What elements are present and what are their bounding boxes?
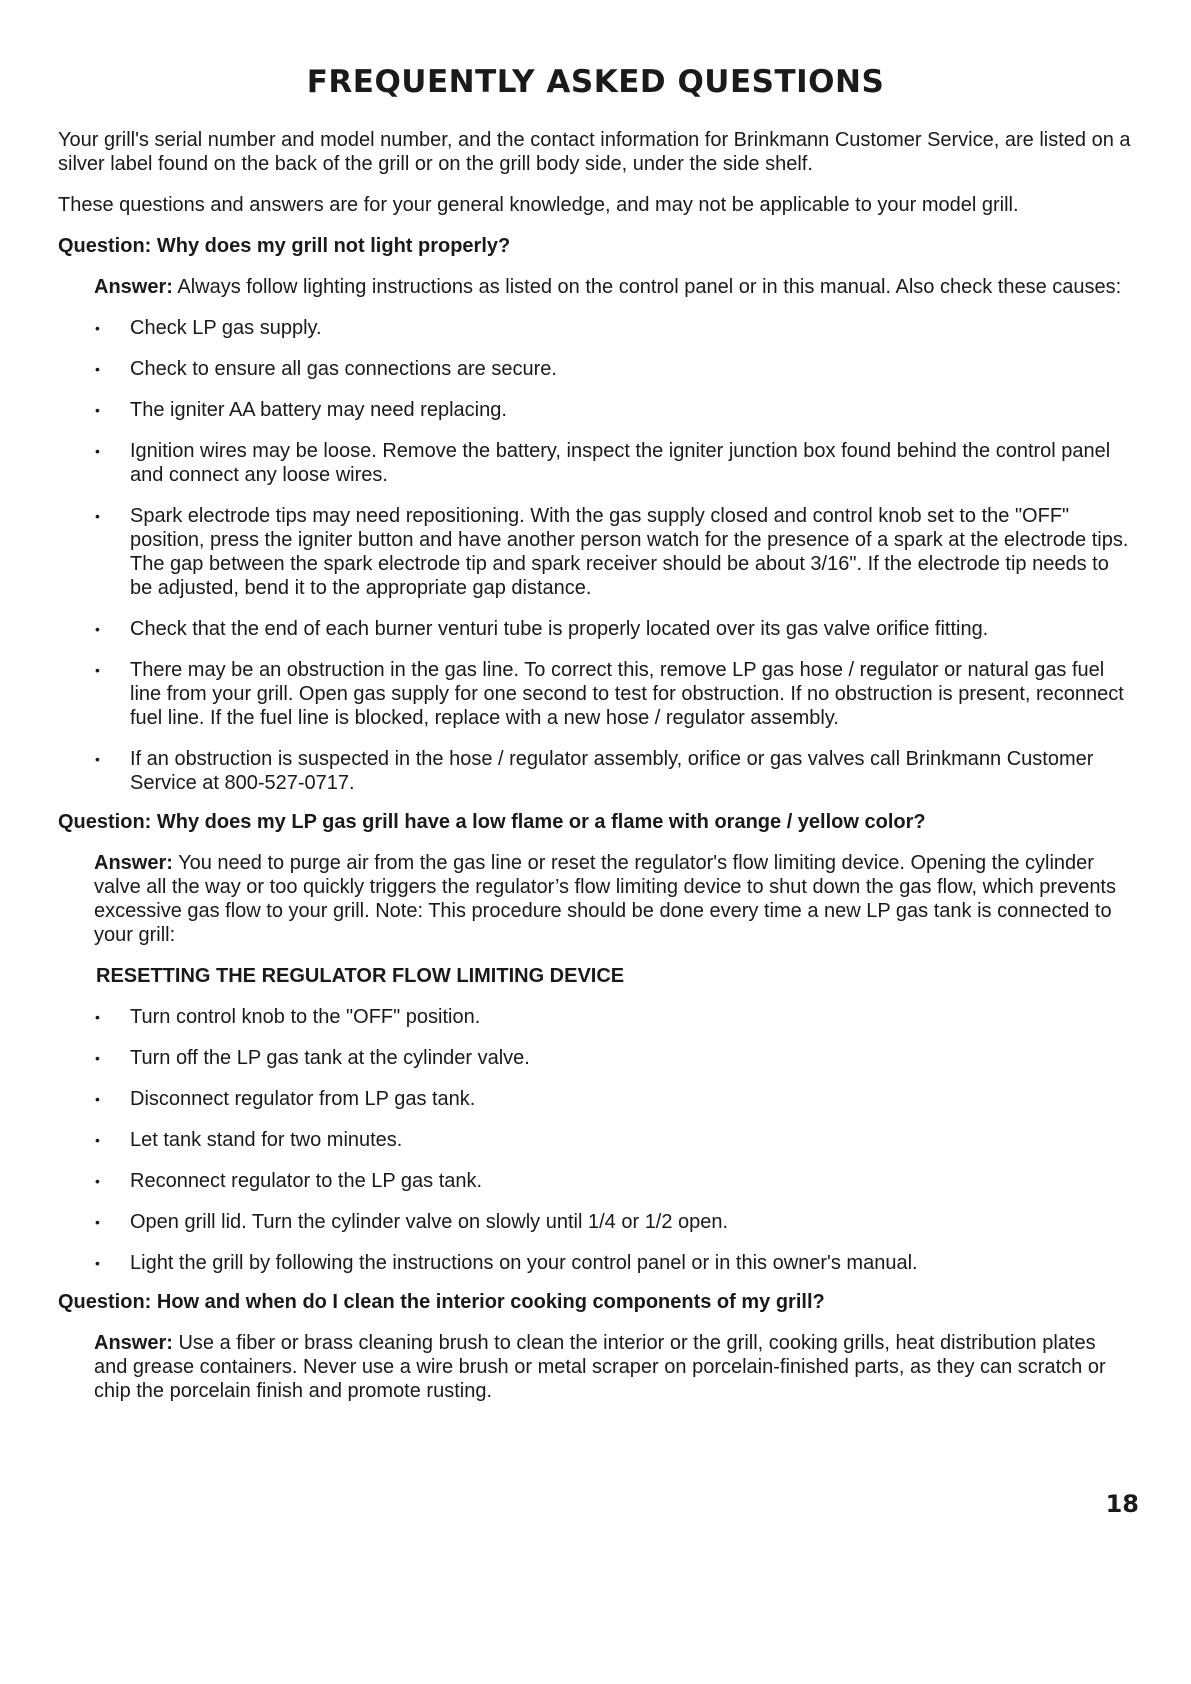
bullet-icon: • — [95, 662, 100, 678]
list-item-text: If an obstruction is suspected in the hose / regulator assembly, orifice or gas valves call Brinkmann Customer Service at 800-527-0717. — [130, 748, 1094, 794]
list-item-text: The igniter AA battery may need replacing. — [130, 399, 507, 421]
answer-label: Answer: — [94, 852, 173, 874]
bullet-icon: • — [95, 751, 100, 767]
list-item — [58, 1005, 1133, 1029]
bullet-icon: • — [95, 621, 100, 637]
list-item-text: Turn off the LP gas tank at the cylinder valve. — [130, 1047, 530, 1069]
question-heading: Question: Why does my grill not light properly? — [58, 235, 511, 257]
answer-paragraph — [94, 275, 1133, 299]
list-item — [58, 357, 1133, 381]
bullet-icon: • — [95, 1009, 100, 1025]
list-item-text: Check that the end of each burner venturi tube is properly located over its gas valve orifice fitting. — [130, 618, 989, 640]
answer-text: Always follow lighting instructions as listed on the control panel or in this manual. Also check these causes: — [177, 276, 1122, 298]
list-item-text: Let tank stand for two minutes. — [130, 1129, 403, 1151]
list-item-text: Turn control knob to the "OFF" position. — [130, 1006, 481, 1028]
bullet-icon: • — [95, 1132, 100, 1148]
list-item-text: There may be an obstruction in the gas line. To correct this, remove LP gas hose / regulator or natural gas fuel line from your grill. Open gas supply for one second to test for obstruction. If no obstruction is present, reconnect fuel line. If the fuel line is blocked, replace with a new hose / regulator assembly. — [130, 659, 1124, 729]
list-item — [58, 398, 1133, 422]
answer-paragraph — [94, 851, 1133, 947]
list-item — [58, 747, 1133, 795]
section-subheading: RESETTING THE REGULATOR FLOW LIMITING DEVICE — [96, 965, 625, 987]
page-number: 18 — [1105, 1490, 1139, 1518]
list-item-text: Light the grill by following the instructions on your control panel or in this owner's manual. — [130, 1252, 918, 1274]
answer-text: You need to purge air from the gas line or reset the regulator's flow limiting device. Opening the cylinder valve all the way or too quickly triggers the regulator’s flow limiting device to shut down the gas flow, which prevents excessive gas flow to your grill. Note: This procedure should be done every time a new LP gas tank is connected to your grill: — [94, 852, 1116, 946]
bullet-icon: • — [95, 402, 100, 418]
list-item-text: Ignition wires may be loose. Remove the battery, inspect the igniter junction box found behind the control panel and connect any loose wires. — [130, 440, 1111, 486]
answer-label: Answer: — [94, 276, 173, 298]
bullet-icon: • — [95, 1050, 100, 1066]
list-item — [58, 1251, 1133, 1275]
list-item-text: Reconnect regulator to the LP gas tank. — [130, 1170, 483, 1192]
list-item-text: Check LP gas supply. — [130, 317, 322, 339]
bullet-icon: • — [95, 1091, 100, 1107]
list-item-text: Check to ensure all gas connections are secure. — [130, 358, 557, 380]
question-heading: Question: How and when do I clean the interior cooking components of my grill? — [58, 1291, 825, 1313]
bullet-icon: • — [95, 320, 100, 336]
answer-paragraph — [94, 1331, 1133, 1403]
intro-paragraph: These questions and answers are for your general knowledge, and may not be applicable to your model grill. — [58, 194, 1019, 216]
bullet-icon: • — [95, 1173, 100, 1189]
list-item — [58, 1128, 1133, 1152]
bullet-list — [58, 1005, 1133, 1275]
list-item — [58, 439, 1133, 487]
list-item — [58, 617, 1133, 641]
list-item-text: Disconnect regulator from LP gas tank. — [130, 1088, 476, 1110]
list-item — [58, 1087, 1133, 1111]
answer-text: Use a fiber or brass cleaning brush to clean the interior or the grill, cooking grills, heat distribution plates and grease containers. Never use a wire brush or metal scraper on porcelain-finished parts, as they can scratch or chip the porcelain finish and promote rusting. — [94, 1332, 1106, 1402]
bullet-icon: • — [95, 508, 100, 524]
list-item — [58, 316, 1133, 340]
bullet-icon: • — [95, 443, 100, 459]
page-title: FREQUENTLY ASKED QUESTIONS — [306, 64, 885, 100]
list-item — [58, 1169, 1133, 1193]
list-item — [58, 1046, 1133, 1070]
question-heading: Question: Why does my LP gas grill have a low flame or a flame with orange / yellow color? — [58, 811, 926, 833]
list-item-text: Open grill lid. Turn the cylinder valve on slowly until 1/4 or 1/2 open. — [130, 1211, 729, 1233]
list-item-text: Spark electrode tips may need repositioning. With the gas supply closed and control knob set to the "OFF" position, press the igniter button and have another person watch for the presence of a spark at the electrode tips. The gap between the spark electrode tip and spark receiver should be about 3/16". If the electrode tip needs to be adjusted, bend it to the appropriate gap distance. — [130, 505, 1129, 599]
faq-page — [58, 62, 1133, 1420]
intro-paragraph: Your grill's serial number and model number, and the contact information for Brinkmann Customer Service, are listed on a silver label found on the back of the grill or on the grill body side, under the side shelf. — [58, 129, 1131, 175]
list-item — [58, 504, 1133, 600]
bullet-icon: • — [95, 1214, 100, 1230]
bullet-list — [58, 316, 1133, 795]
bullet-icon: • — [95, 361, 100, 377]
list-item — [58, 658, 1133, 730]
list-item — [58, 1210, 1133, 1234]
bullet-icon: • — [95, 1255, 100, 1271]
answer-label: Answer: — [94, 1332, 173, 1354]
